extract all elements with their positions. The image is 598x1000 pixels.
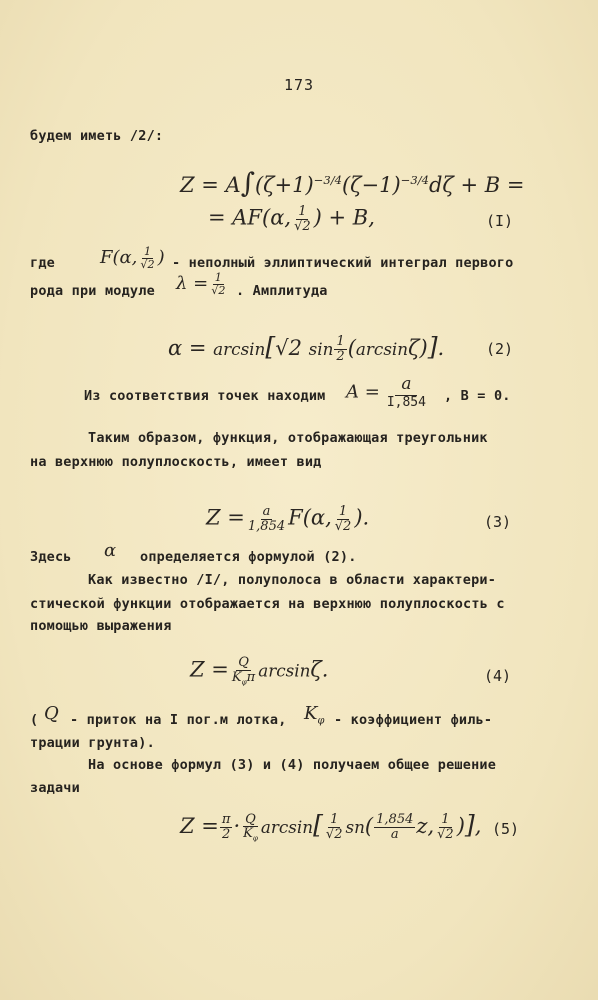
text-line-9: стической функции отображается на верхнюю полуплоскость с [30, 596, 505, 612]
text-line-11b: - приток на I пог.м лотка, [70, 712, 287, 728]
text-line-12: трации грунта). [30, 735, 155, 751]
text-line-11a: ( [30, 712, 39, 728]
text-line-10: помощью выражения [30, 618, 172, 634]
equation-1-line-2: = AF(α, $\frac{1}{√2}$ ) + B, [208, 204, 375, 234]
text-line-4b: , В = 0. [444, 388, 511, 404]
text-line-3a: рода при модуле [30, 283, 155, 299]
fraction-numerator: a [395, 375, 417, 396]
equation-5-number: (5) [492, 820, 520, 838]
equation-1-line-1: $Z = A\int(\zeta+1)^{-3/4}(\zeta-1)^{-3/4}d\zeta + B$ = [180, 168, 525, 199]
formula-K-phi: $K_\varphi$ [304, 703, 325, 727]
text-line-1: будем иметь /2/: [30, 128, 164, 144]
text-line-5: Таким образом, функция, отображающая треугольник [88, 430, 488, 446]
text-line-where: где [30, 255, 55, 271]
equation-2-number: (2) [486, 340, 514, 358]
text-line-7a: Здесь [30, 549, 72, 565]
text-line-13: На основе формул (3) и (4) получаем общее решение [88, 757, 497, 773]
equation-4: Z = $\frac{Q}{K_\varphi\pi}$ arcsinζ. [190, 655, 329, 687]
formula-modulus: λ = $\frac{1}{√2}$ [176, 271, 226, 297]
fraction-denominator: I,854 [386, 394, 426, 410]
equation-1-number: (I) [486, 212, 514, 230]
text-line-4a: Из соответствия точек находим [84, 388, 326, 404]
text-line-8: Как известно /I/, полуполоса в области характери- [88, 572, 497, 588]
page-number: 173 [283, 76, 315, 94]
text-line-3b: . Амплитуда [236, 283, 328, 299]
formula-F-alpha: F(α, $\frac{1}{√2}$ ) [100, 245, 165, 271]
text-line-6: на верхнюю полуплоскость, имеет вид [30, 454, 322, 470]
equation-4-number: (4) [484, 667, 512, 685]
text-line-11c: - коэффициент филь- [334, 712, 493, 728]
text-line-2: - неполный эллиптический интеграл первого [172, 255, 514, 271]
formula-alpha: α [104, 540, 117, 561]
equation-3: Z = $\frac{a}{1,854}$ F(α, $\frac{1}{√2}$ ). [206, 504, 370, 534]
text-line-14: задачи [30, 780, 80, 796]
equation-5: Z = $\frac{\pi}{2}$ · $\frac{Q}{K_\varphi}$ arcsin[ $\frac{1}{√2}$ sn( $\frac{1,854}{a}$ z, $\frac{1}{√2}$ )], [180, 810, 482, 843]
text-line-7b: определяется формулой (2). [140, 549, 357, 565]
formula-Q: Q [44, 703, 59, 724]
formula-A-value: A = $\frac{a}{I,854}$ [346, 375, 433, 410]
equation-2: α = arcsin[√2 sin $\frac{1}{2}$ (arcsinζ)]. [168, 332, 445, 364]
equation-3-number: (3) [484, 513, 512, 531]
